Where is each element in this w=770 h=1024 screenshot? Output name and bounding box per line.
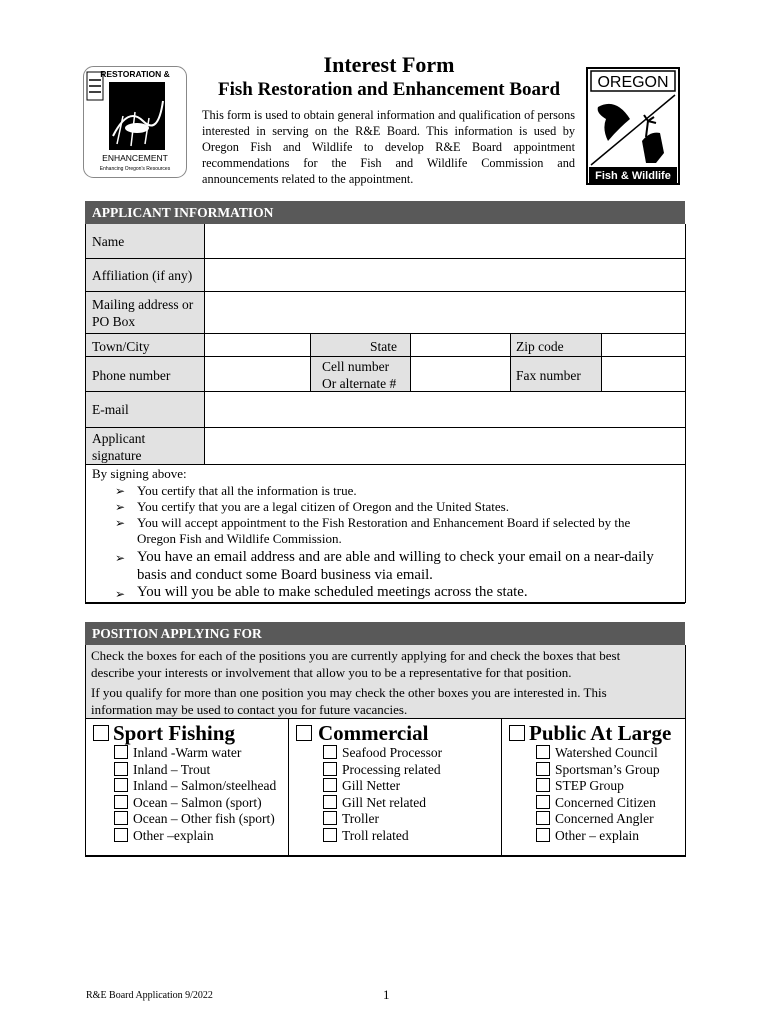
signature-label: Applicant — [92, 431, 146, 446]
row-divider — [85, 356, 685, 357]
table-bottom-border — [85, 602, 685, 604]
option-label: STEP Group — [555, 778, 624, 793]
cell-number-label-line2: Or alternate # — [322, 376, 397, 391]
restoration-enhancement-logo — [83, 66, 187, 178]
affiliation-label: Affiliation (if any) — [92, 268, 193, 283]
row-divider — [85, 464, 685, 465]
page-title: Interest Form — [323, 52, 455, 77]
logo-right-bottom-text: Fish & Wildlife — [595, 170, 671, 182]
gill-netter-checkbox[interactable] — [323, 778, 337, 792]
footer-document-id: R&E Board Application 9/2022 — [86, 990, 213, 1001]
instructions-text: If you qualify for more than one position you may check the other boxes you are interested in. This — [91, 685, 607, 700]
mailing-address-label-line2: PO Box — [92, 314, 136, 329]
option-label: Inland – Salmon/steelhead — [133, 778, 277, 793]
arrow-bullet-icon: ➢ — [115, 484, 126, 498]
town-city-input[interactable] — [205, 334, 310, 356]
commercial-heading: Commercial — [318, 721, 429, 745]
arrow-bullet-icon: ➢ — [115, 516, 126, 530]
zip-code-label: Zip code — [516, 339, 564, 354]
state-label: State — [370, 339, 397, 354]
public-at-large-heading: Public At Large — [529, 721, 672, 745]
option-label: Other – explain — [555, 828, 639, 843]
option-label: Concerned Angler — [555, 811, 654, 826]
public-other-explain-checkbox[interactable] — [536, 828, 550, 842]
option-label: Ocean – Other fish (sport) — [133, 811, 275, 826]
option-label: Gill Netter — [342, 778, 401, 793]
phone-number-label: Phone number — [92, 368, 171, 383]
cell-number-label: Cell number — [322, 359, 390, 374]
fax-number-input[interactable] — [602, 357, 685, 391]
certification-item: You will you be able to make scheduled meetings across the state. — [137, 584, 528, 600]
logo-left-tagline: Enhancing Oregon's Resources — [99, 166, 171, 172]
logo-right-top-text: OREGON — [597, 74, 669, 91]
sport-fishing-heading: Sport Fishing — [113, 721, 235, 745]
zip-code-input[interactable] — [602, 334, 685, 356]
category-divider — [501, 718, 502, 856]
table-right-border — [685, 224, 686, 603]
certification-item: You will accept appointment to the Fish Restoration and Enhancement Board if selected by the — [137, 515, 631, 530]
public-at-large-checkbox[interactable] — [509, 725, 525, 741]
mailing-address-input[interactable] — [205, 292, 685, 333]
option-label: Inland – Trout — [133, 762, 211, 777]
signature-label-line2: signature — [92, 448, 142, 463]
processing-related-checkbox[interactable] — [323, 762, 337, 776]
concerned-citizen-checkbox[interactable] — [536, 795, 550, 809]
certification-item: You have an email address and are able and willing to check your email on a near-daily — [137, 549, 654, 565]
certification-item-cont: basis and conduct some Board business via email. — [137, 567, 433, 583]
instructions-text: describe your interests or involvement that allow you to be a representative for that position. — [91, 665, 572, 680]
row-divider — [85, 333, 685, 334]
instructions-text: information may be used to contact you for future vacancies. — [91, 702, 408, 717]
commercial-checkbox[interactable] — [296, 725, 312, 741]
gill-net-related-checkbox[interactable] — [323, 795, 337, 809]
sport-other-explain-checkbox[interactable] — [114, 828, 128, 842]
table-left-border — [85, 224, 86, 603]
concerned-angler-checkbox[interactable] — [536, 811, 550, 825]
town-city-label: Town/City — [92, 339, 150, 354]
instructions-text: Check the boxes for each of the positions you are currently applying for and check the boxes that best — [91, 648, 621, 663]
certification-item-cont: Oregon Fish and Wildlife Commission. — [137, 531, 342, 546]
option-label: Processing related — [342, 762, 441, 777]
column-divider — [310, 334, 311, 391]
logo-left-bottom-text: ENHANCEMENT — [102, 153, 168, 163]
sportsmans-group-checkbox[interactable] — [536, 762, 550, 776]
position-section-header: POSITION APPLYING FOR — [85, 622, 685, 645]
email-input[interactable] — [205, 392, 685, 427]
logo-left-top-text: RESTORATION & — [100, 69, 170, 79]
option-label: Watershed Council — [555, 745, 658, 760]
option-label: Troll related — [342, 828, 409, 843]
certification-item: You certify that all the information is true. — [137, 483, 357, 498]
cell-number-input[interactable] — [411, 357, 510, 391]
step-group-checkbox[interactable] — [536, 778, 550, 792]
name-label: Name — [92, 234, 125, 249]
option-label: Other –explain — [133, 828, 214, 843]
seafood-processor-checkbox[interactable] — [323, 745, 337, 759]
oregon-fish-wildlife-logo — [586, 67, 680, 185]
arrow-bullet-icon: ➢ — [115, 551, 126, 565]
option-label: Seafood Processor — [342, 745, 443, 760]
option-label: Sportsman’s Group — [555, 762, 660, 777]
page-subtitle: Fish Restoration and Enhancement Board — [217, 79, 561, 100]
troll-related-checkbox[interactable] — [323, 828, 337, 842]
option-label: Troller — [342, 811, 380, 826]
ocean-salmon-sport-checkbox[interactable] — [114, 795, 128, 809]
arrow-bullet-icon: ➢ — [115, 500, 126, 514]
watershed-council-checkbox[interactable] — [536, 745, 550, 759]
position-bottom-border — [85, 855, 685, 857]
position-right-border — [685, 645, 686, 857]
phone-number-input[interactable] — [205, 357, 310, 391]
troller-checkbox[interactable] — [323, 811, 337, 825]
signing-intro: By signing above: — [92, 466, 187, 481]
option-label: Concerned Citizen — [555, 795, 656, 810]
inland-warm-water-checkbox[interactable] — [114, 745, 128, 759]
intro-paragraph: This form is used to obtain general information and qualification of persons interested in serving on the R&E Board. This information is used by Oregon Fish and Wildlife to develop R&E Board appointment recommendations for the Fish and Wildlife Commission and announcements related to the appointment. — [202, 108, 575, 186]
option-label: Inland -Warm water — [133, 745, 242, 760]
affiliation-input[interactable] — [205, 259, 685, 291]
category-divider — [288, 718, 289, 856]
option-label: Gill Net related — [342, 795, 426, 810]
mailing-address-label: Mailing address or — [92, 297, 194, 312]
option-label: Ocean – Salmon (sport) — [133, 795, 262, 810]
sport-fishing-checkbox[interactable] — [93, 725, 109, 741]
inland-trout-checkbox[interactable] — [114, 762, 128, 776]
state-input[interactable] — [411, 334, 510, 356]
email-label: E-mail — [92, 402, 129, 417]
certification-item: You certify that you are a legal citizen of Oregon and the United States. — [137, 499, 509, 514]
signature-input[interactable] — [205, 428, 685, 464]
applicant-section-header: APPLICANT INFORMATION — [85, 201, 685, 224]
arrow-bullet-icon: ➢ — [115, 587, 126, 601]
column-divider — [510, 334, 511, 391]
inland-salmon-steelhead-checkbox[interactable] — [114, 778, 128, 792]
name-input[interactable] — [205, 225, 685, 258]
position-left-border — [85, 645, 86, 857]
ocean-other-fish-checkbox[interactable] — [114, 811, 128, 825]
fax-number-label: Fax number — [516, 368, 581, 383]
page-number: 1 — [383, 987, 390, 1002]
